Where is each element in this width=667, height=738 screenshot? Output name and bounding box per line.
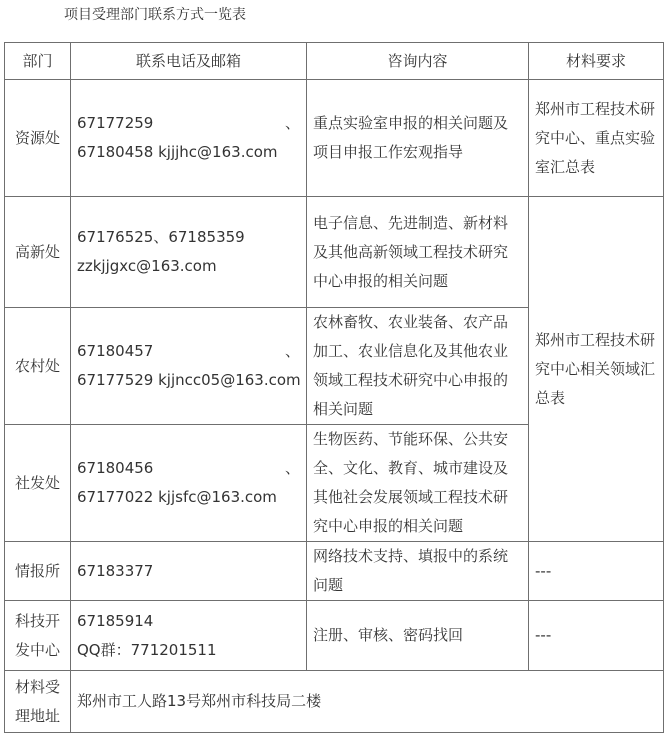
- dept-cell: 资源处: [5, 80, 71, 197]
- contact-cell: [71, 601, 307, 671]
- phone-email: 67177529 kjjncc05@163.com: [77, 371, 301, 389]
- table-header-row: [5, 43, 664, 80]
- separator: 、: [284, 459, 300, 477]
- header-dept: 部门: [5, 43, 71, 80]
- contact-cell: [71, 197, 307, 308]
- dept-cell: 情报所: [5, 542, 71, 601]
- content-cell: 生物医药、节能环保、公共安全、文化、教育、城市建设及其他社会发展领域工程技术研究中心申报的相关问题: [307, 425, 529, 542]
- phone-number: 67177259: [77, 114, 154, 132]
- phone-email: 67180458 kjjjhc@163.com: [77, 143, 278, 161]
- table-caption: 项目受理部门联系方式一览表: [64, 7, 246, 23]
- contact-cell: [71, 542, 307, 601]
- table-row: [5, 601, 664, 671]
- address-row: [5, 671, 664, 733]
- dept-cell: 高新处: [5, 197, 71, 308]
- qq-group: QQ群：771201511: [77, 640, 217, 659]
- content-cell: 注册、审核、密码找回: [307, 601, 529, 671]
- phone-email: 67177022 kjjsfc@163.com: [77, 488, 277, 506]
- header-contact: 联系电话及邮箱: [71, 43, 307, 80]
- header-materials: 材料要求: [529, 43, 664, 80]
- separator: 、: [284, 342, 300, 360]
- materials-cell: ---: [529, 601, 664, 671]
- dept-cell: 科技开发中心: [5, 601, 71, 671]
- table-row: [5, 80, 664, 197]
- contact-table: [4, 42, 664, 733]
- content-cell: 重点实验室申报的相关问题及项目申报工作宏观指导: [307, 80, 529, 197]
- phone-number: 67180457: [77, 342, 154, 360]
- contact-cell: [71, 308, 307, 425]
- header-content: 咨询内容: [307, 43, 529, 80]
- address-value: 郑州市工人路13号郑州市科技局二楼: [71, 671, 664, 733]
- phone-number: 67185914: [77, 611, 154, 630]
- materials-cell: ---: [529, 542, 664, 601]
- address-label: 材料受理地址: [5, 671, 71, 733]
- phone-number: 67180456: [77, 459, 154, 477]
- table-row: [5, 197, 664, 308]
- phone-numbers: 67176525、67185359: [77, 228, 245, 246]
- separator: 、: [284, 114, 300, 132]
- phone-number: 67183377: [77, 561, 154, 580]
- content-cell: 电子信息、先进制造、新材料及其他高新领域工程技术研究中心申报的相关问题: [307, 197, 529, 308]
- dept-cell: 农村处: [5, 308, 71, 425]
- contact-cell: [71, 425, 307, 542]
- materials-cell: 郑州市工程技术研究中心、重点实验室汇总表: [529, 80, 664, 197]
- email: zzkjjgxc@163.com: [77, 257, 217, 275]
- dept-cell: 社发处: [5, 425, 71, 542]
- materials-cell: 郑州市工程技术研究中心相关领域汇总表: [529, 197, 664, 542]
- table-row: [5, 542, 664, 601]
- contact-cell: [71, 80, 307, 197]
- content-cell: 农林畜牧、农业装备、农产品加工、农业信息化及其他农业领域工程技术研究中心申报的相关问题: [307, 308, 529, 425]
- content-cell: 网络技术支持、填报中的系统问题: [307, 542, 529, 601]
